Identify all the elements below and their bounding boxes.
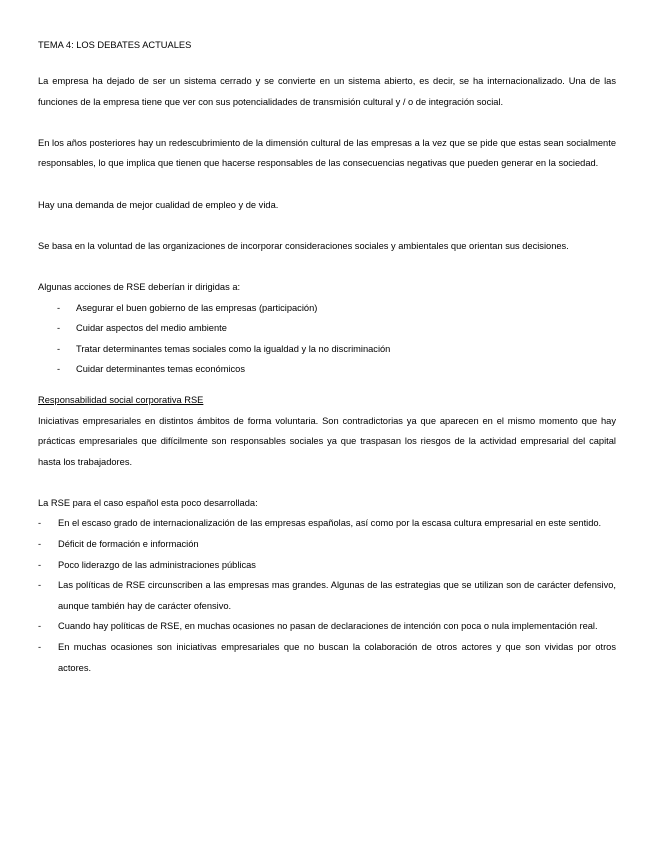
list-item: - Poco liderazgo de las administraciones públicas [38, 555, 616, 576]
bullet-dash: - [57, 343, 61, 354]
document-title: TEMA 4: LOS DEBATES ACTUALES [38, 40, 192, 50]
paragraph-rsc-definition: Iniciativas empresariales en distintos ámbitos de forma voluntaria. Son contradictorias ya que aparecen en el mismo momento que hay prácticas empresariales que difícilmente son responsables sociales ya que traspasan los riesgos de la actividad empresarial del capital hasta los trabajadores. [38, 415, 616, 467]
section-heading-rsc: Responsabilidad social corporativa RSE [38, 394, 204, 405]
paragraph-employment-demand: Hay una demanda de mejor cualidad de empleo y de vida. [38, 199, 279, 210]
paragraph-cultural-dimension: En los años posteriores hay un redescubrimiento de la dimensión cultural de las empresas a la vez que se pide que estas sean socialmente responsables, lo que implica que tienen que hacerse responsables de las consecuencias negativas que pueden generar en la sociedad. [38, 137, 616, 169]
document-page [38, 38, 616, 678]
bullet-dash: - [38, 518, 42, 529]
list-item: - Las políticas de RSE circunscriben a las empresas mas grandes. Algunas de las estrategias que se utilizan son de carácter defensivo, aunque también hay de carácter ofensivo. [38, 575, 616, 616]
list-item: - Cuidar determinantes temas económicos [38, 359, 616, 380]
paragraph-open-system: La empresa ha dejado de ser un sistema cerrado y se convierte en un sistema abierto, es decir, se ha internacionalizado. Una de las funciones de la empresa tiene que ver con sus potencialidades de transmisión cultural y / o de integración social. [38, 76, 616, 107]
bullet-dash: - [57, 323, 61, 334]
bullet-dash: - [38, 539, 42, 550]
list-item: - Asegurar el buen gobierno de las empresas (participación) [38, 298, 616, 319]
list-item: - En el escaso grado de internacionalización de las empresas españolas, así como por la escasa cultura empresarial en este sentido. [38, 513, 616, 534]
spain-intro: La RSE para el caso español esta poco desarrollada: [38, 497, 258, 508]
bullet-dash: - [57, 302, 61, 313]
bullet-dash: - [38, 621, 42, 632]
bullet-dash: - [38, 642, 42, 653]
actions-list [38, 298, 616, 380]
list-item: - Déficit de formación e información [38, 534, 616, 555]
paragraph-voluntary-basis: Se basa en la voluntad de las organizaciones de incorporar consideraciones sociales y ambientales que orientan sus decisiones. [38, 240, 569, 251]
list-item: - Tratar determinantes temas sociales como la igualdad y la no discriminación [38, 339, 616, 360]
bullet-dash: - [57, 364, 61, 375]
list-item: - En muchas ocasiones son iniciativas empresariales que no buscan la colaboración de otros actores y que son vividas por otros actores. [38, 637, 616, 678]
bullet-dash: - [38, 580, 42, 591]
spain-list [38, 513, 616, 678]
list-item: - Cuando hay políticas de RSE, en muchas ocasiones no pasan de declaraciones de intención con poca o nula implementación real. [38, 616, 616, 637]
bullet-dash: - [38, 559, 42, 570]
actions-intro: Algunas acciones de RSE deberían ir dirigidas a: [38, 281, 241, 292]
list-item: - Cuidar aspectos del medio ambiente [38, 318, 616, 339]
